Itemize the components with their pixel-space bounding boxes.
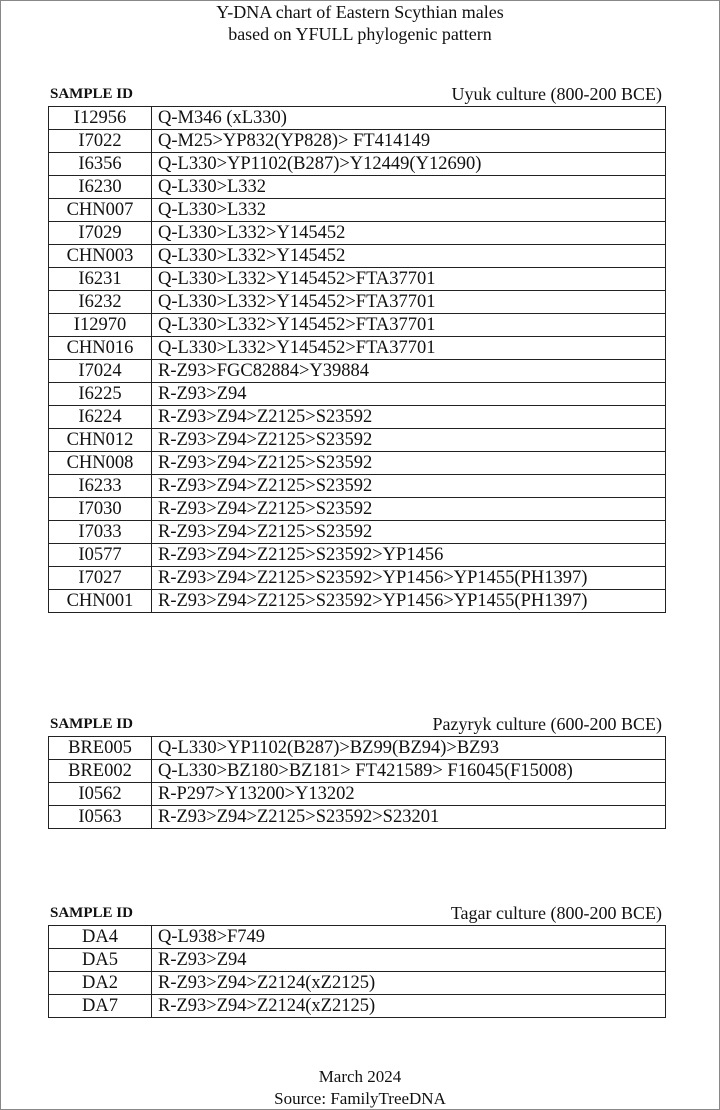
sample-id-cell: I6232	[49, 291, 152, 314]
sample-id-cell: I7027	[49, 567, 152, 590]
sample-id-cell: CHN001	[49, 590, 152, 613]
table-row	[49, 521, 666, 544]
haplogroup-cell: R-Z93>Z94>Z2125>S23592	[152, 498, 666, 521]
table-row	[49, 337, 666, 360]
sample-id-cell: DA7	[49, 995, 152, 1018]
section-header	[48, 714, 666, 736]
haplogroup-cell: Q-L330>L332>Y145452>FTA37701	[152, 337, 666, 360]
table-row	[49, 590, 666, 613]
table-row	[49, 567, 666, 590]
sample-id-cell: I0577	[49, 544, 152, 567]
haplogroup-cell: R-Z93>Z94	[152, 383, 666, 406]
sample-id-cell: I0563	[49, 806, 152, 829]
table-row	[49, 995, 666, 1018]
sample-id-cell: DA2	[49, 972, 152, 995]
haplogroup-cell: R-Z93>Z94>Z2124(xZ2125)	[152, 995, 666, 1018]
haplogroup-cell: R-Z93>Z94>Z2125>S23592	[152, 452, 666, 475]
haplogroup-cell: R-Z93>Z94>Z2125>S23592>S23201	[152, 806, 666, 829]
table-row	[49, 452, 666, 475]
title-line-1: Y-DNA chart of Eastern Scythian males	[216, 2, 504, 22]
section-header	[48, 903, 666, 925]
table-row	[49, 544, 666, 567]
haplogroup-cell: R-P297>Y13200>Y13202	[152, 783, 666, 806]
sample-id-cell: I0562	[49, 783, 152, 806]
tagar-table	[48, 925, 666, 1018]
sample-id-cell: I6224	[49, 406, 152, 429]
section-pazyryk	[48, 714, 666, 829]
chart-title	[0, 1, 720, 45]
culture-label: Uyuk culture (800-200 BCE)	[451, 84, 662, 104]
sample-id-label: SAMPLE ID	[50, 716, 133, 732]
haplogroup-cell: R-Z93>Z94>Z2125>S23592>YP1456>YP1455(PH1397)	[152, 567, 666, 590]
sample-id-cell: CHN007	[49, 199, 152, 222]
sample-id-cell: I6231	[49, 268, 152, 291]
pazyryk-table	[48, 736, 666, 829]
sample-id-cell: I6356	[49, 153, 152, 176]
sample-id-cell: I6225	[49, 383, 152, 406]
haplogroup-cell: R-Z93>Z94>Z2124(xZ2125)	[152, 972, 666, 995]
haplogroup-cell: Q-L330>L332>Y145452>FTA37701	[152, 314, 666, 337]
sample-id-cell: BRE002	[49, 760, 152, 783]
sample-id-cell: I12956	[49, 107, 152, 130]
table-row	[49, 972, 666, 995]
table-row	[49, 107, 666, 130]
haplogroup-cell: Q-L330>YP1102(B287)>BZ99(BZ94)>BZ93	[152, 737, 666, 760]
haplogroup-cell: Q-M25>YP832(YP828)> FT414149	[152, 130, 666, 153]
sample-id-label: SAMPLE ID	[50, 905, 133, 921]
table-row	[49, 406, 666, 429]
culture-label: Pazyryk culture (600-200 BCE)	[432, 714, 662, 734]
table-row	[49, 153, 666, 176]
sample-id-cell: DA4	[49, 926, 152, 949]
haplogroup-cell: R-Z93>Z94>Z2125>S23592>YP1456	[152, 544, 666, 567]
haplogroup-cell: R-Z93>Z94>Z2125>S23592	[152, 429, 666, 452]
haplogroup-cell: R-Z93>Z94>Z2125>S23592>YP1456>YP1455(PH1397)	[152, 590, 666, 613]
table-row	[49, 926, 666, 949]
sample-id-cell: I7029	[49, 222, 152, 245]
table-row	[49, 360, 666, 383]
table-row	[49, 291, 666, 314]
table-row	[49, 199, 666, 222]
sample-id-cell: BRE005	[49, 737, 152, 760]
sample-id-cell: I7024	[49, 360, 152, 383]
haplogroup-cell: R-Z93>Z94	[152, 949, 666, 972]
haplogroup-cell: Q-L330>L332	[152, 176, 666, 199]
haplogroup-cell: R-Z93>Z94>Z2125>S23592	[152, 521, 666, 544]
haplogroup-cell: Q-L330>L332>Y145452	[152, 222, 666, 245]
haplogroup-cell: Q-L330>L332>Y145452>FTA37701	[152, 291, 666, 314]
table-row	[49, 429, 666, 452]
haplogroup-cell: Q-L330>L332>Y145452>FTA37701	[152, 268, 666, 291]
footer	[0, 1066, 720, 1110]
table-row	[49, 130, 666, 153]
haplogroup-cell: Q-L330>L332	[152, 199, 666, 222]
table-row	[49, 314, 666, 337]
sample-id-cell: I6233	[49, 475, 152, 498]
sample-id-cell: I12970	[49, 314, 152, 337]
table-row	[49, 760, 666, 783]
table-row	[49, 737, 666, 760]
sample-id-label: SAMPLE ID	[50, 86, 133, 102]
haplogroup-cell: Q-M346 (xL330)	[152, 107, 666, 130]
footer-source: Source: FamilyTreeDNA	[274, 1089, 446, 1108]
culture-label: Tagar culture (800-200 BCE)	[450, 903, 662, 923]
table-row	[49, 222, 666, 245]
haplogroup-cell: Q-L330>L332>Y145452	[152, 245, 666, 268]
table-row	[49, 783, 666, 806]
table-row	[49, 475, 666, 498]
haplogroup-cell: R-Z93>Z94>Z2125>S23592	[152, 475, 666, 498]
table-row	[49, 498, 666, 521]
sample-id-cell: I6230	[49, 176, 152, 199]
table-row	[49, 806, 666, 829]
title-line-2: based on YFULL phylogenic pattern	[228, 24, 492, 44]
table-row	[49, 949, 666, 972]
haplogroup-cell: Q-L330>BZ180>BZ181> FT421589> F16045(F15008)	[152, 760, 666, 783]
section-uyuk	[48, 84, 666, 613]
sample-id-cell: DA5	[49, 949, 152, 972]
uyuk-table	[48, 106, 666, 613]
footer-date: March 2024	[318, 1067, 402, 1086]
sample-id-cell: I7033	[49, 521, 152, 544]
haplogroup-cell: R-Z93>FGC82884>Y39884	[152, 360, 666, 383]
sample-id-cell: CHN016	[49, 337, 152, 360]
haplogroup-cell: R-Z93>Z94>Z2125>S23592	[152, 406, 666, 429]
haplogroup-cell: Q-L330>YP1102(B287)>Y12449(Y12690)	[152, 153, 666, 176]
sample-id-cell: CHN003	[49, 245, 152, 268]
sample-id-cell: CHN012	[49, 429, 152, 452]
sample-id-cell: CHN008	[49, 452, 152, 475]
sample-id-cell: I7022	[49, 130, 152, 153]
table-row	[49, 245, 666, 268]
table-row	[49, 268, 666, 291]
haplogroup-cell: Q-L938>F749	[152, 926, 666, 949]
section-tagar	[48, 903, 666, 1018]
table-row	[49, 383, 666, 406]
table-row	[49, 176, 666, 199]
section-header	[48, 84, 666, 106]
sample-id-cell: I7030	[49, 498, 152, 521]
